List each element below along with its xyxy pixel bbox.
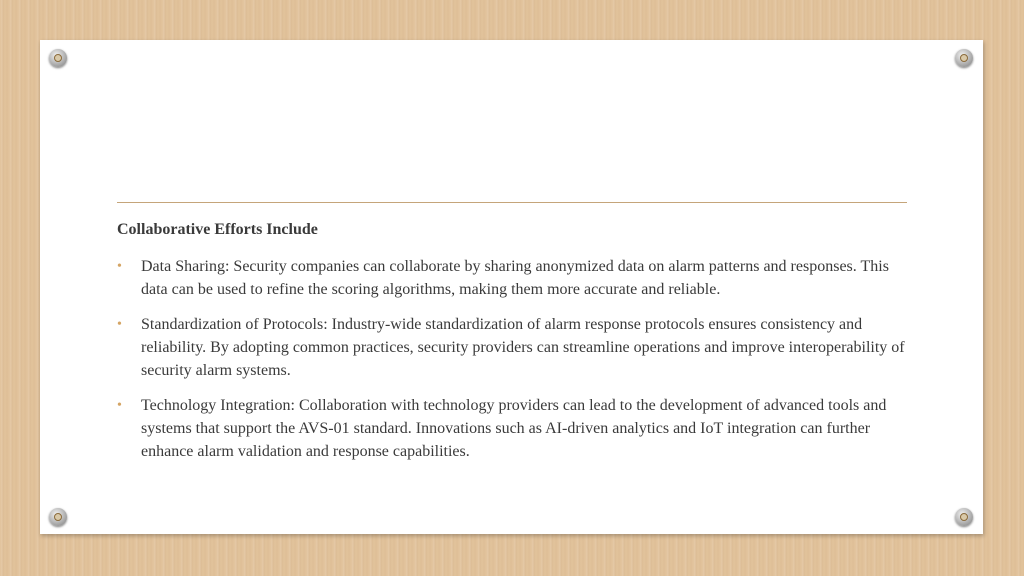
bullet-icon: • bbox=[117, 398, 122, 413]
list-item bbox=[117, 255, 917, 301]
list-item-text: Standardization of Protocols: Industry-wide standardization of alarm response protocols ensures consistency and reliability. By adopting common practices, security providers can streamline operations and improve interoperability of security alarm systems. bbox=[141, 316, 905, 379]
slide-content bbox=[117, 218, 917, 475]
bullet-icon: • bbox=[117, 317, 122, 332]
bullet-icon: • bbox=[117, 259, 122, 274]
list-item bbox=[117, 394, 917, 463]
bullet-list bbox=[117, 255, 917, 463]
list-item bbox=[117, 313, 917, 382]
pin-bottom-right-icon bbox=[955, 508, 973, 526]
section-heading: Collaborative Efforts Include bbox=[117, 221, 318, 238]
pin-top-right-icon bbox=[955, 49, 973, 67]
pin-top-left-icon bbox=[49, 49, 67, 67]
list-item-text: Data Sharing: Security companies can collaborate by sharing anonymized data on alarm patterns and responses. This data can be used to refine the scoring algorithms, making them more accurate and reliable. bbox=[141, 258, 889, 298]
title-divider bbox=[117, 202, 907, 203]
list-item-text: Technology Integration: Collaboration with technology providers can lead to the development of advanced tools and systems that support the AVS-01 standard. Innovations such as AI-driven analytics and IoT integration can further enhance alarm validation and response capabilities. bbox=[141, 397, 887, 460]
pin-bottom-left-icon bbox=[49, 508, 67, 526]
slide-card bbox=[40, 40, 983, 534]
